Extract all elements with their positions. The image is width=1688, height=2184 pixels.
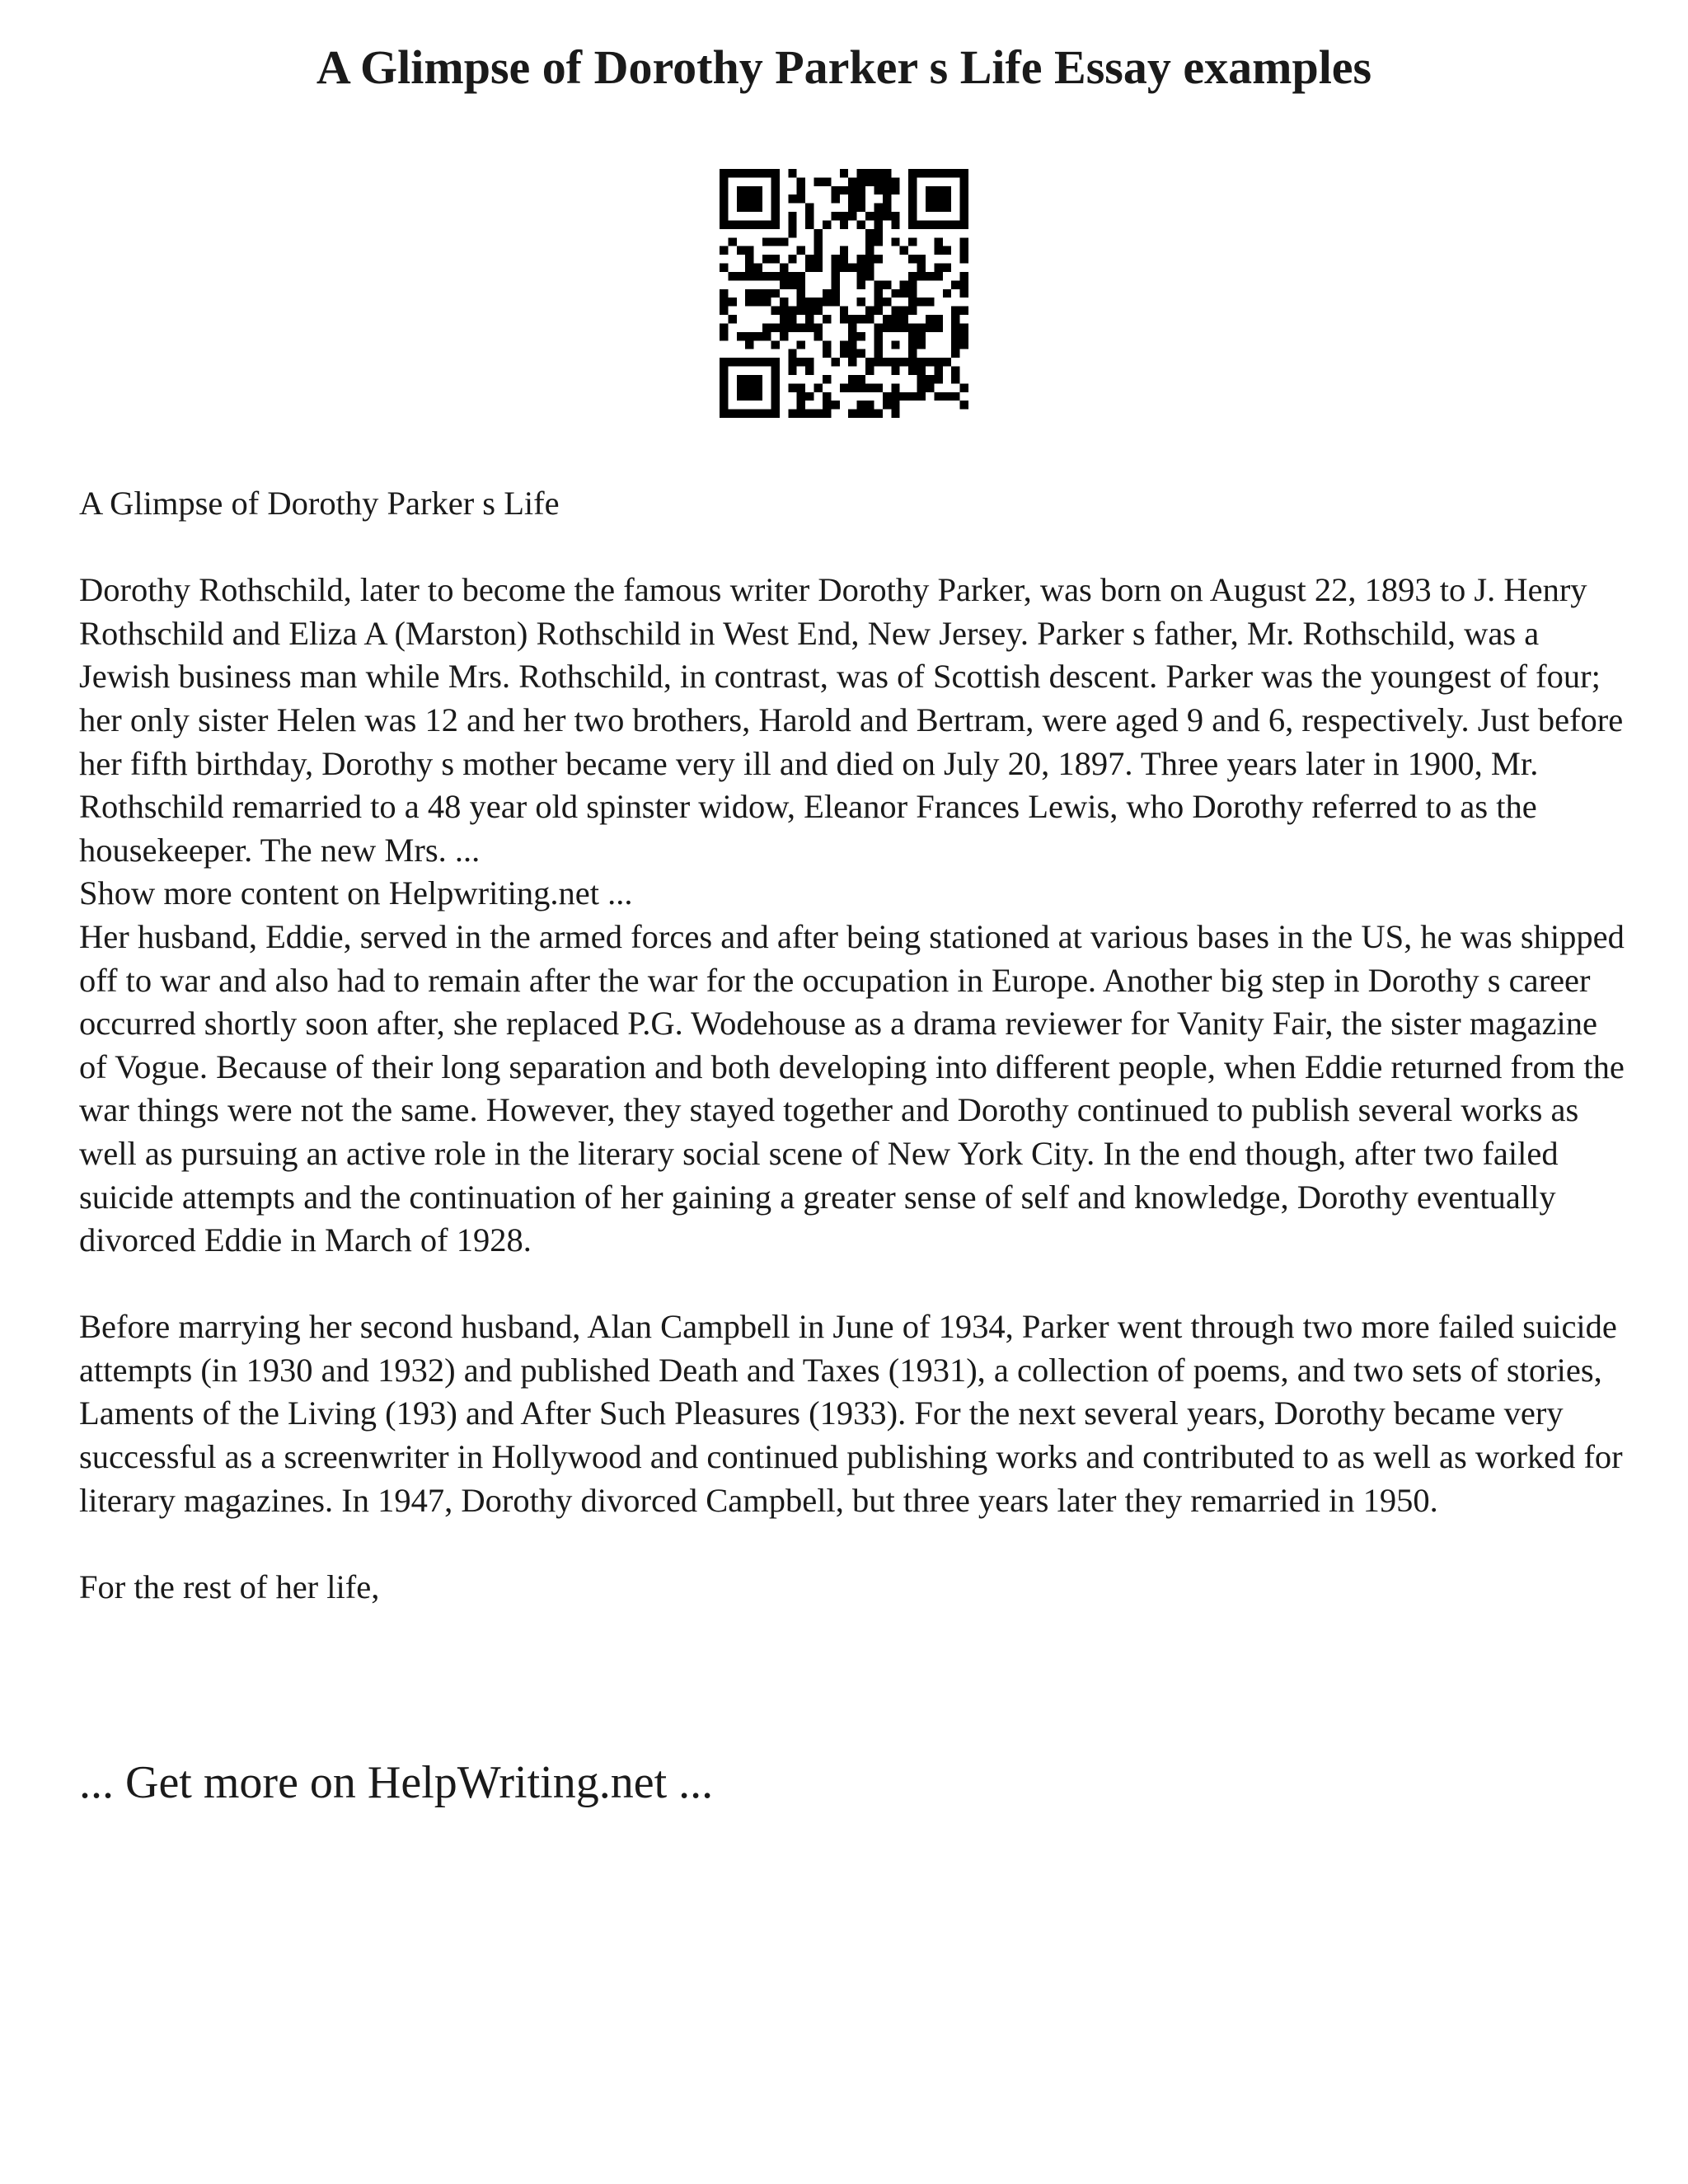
- paragraph-gap: [79, 1263, 1629, 1306]
- essay-paragraph: Her husband, Eddie, served in the armed forces and after being stationed at various bases in the US, he was shipped off to war and also had to remain after the war for the occupation in Europe. Another big step in Dorothy s career occurred shortly soon after, she replaced P.G. Wodehouse as a drama reviewer for Vanity Fair, the sister magazine of Vogue. Because of their long separation and both developing into different people, when Eddie returned from the war things were not the same. However, they stayed together and Dorothy continued to publish several works as well as pursuing an active role in the literary social scene of New York City. In the end though, after two failed suicide attempts and the continuation of her gaining a greater sense of self and knowledge, Dorothy eventually divorced Eddie in March of 1928.: [79, 917, 1625, 1259]
- essay-body: [79, 482, 1629, 1609]
- get-more-link[interactable]: ... Get more on HelpWriting.net ...: [79, 1757, 714, 1808]
- show-more-link[interactable]: Show more content on Helpwriting.net ...: [79, 874, 633, 912]
- essay-paragraph: Dorothy Rothschild, later to become the famous writer Dorothy Parker, was born on August 22, 1893 to J. Henry Rothschild and Eliza A (Marston) Rothschild in West End, New Jersey. Parker s father, Mr. Rothschild, was a Jewish business man while Mrs. Rothschild, in contrast, was of Scottish descent. Parker was the youngest of four; her only sister Helen was 12 and her two brothers, Harold and Bertram, were aged 9 and 6, respectively. Just before her fifth birthday, Dorothy s mother became very ill and died on July 20, 1897. Three years later in 1900, Mr. Rothschild remarried to a 48 year old spinster widow, Eleanor Frances Lewis, who Dorothy referred to as the housekeeper. The new Mrs. ...: [79, 571, 1624, 869]
- paragraph-gap: [79, 526, 1629, 569]
- essay-paragraph: For the rest of her life,: [79, 1568, 380, 1605]
- paragraph-gap: [79, 1522, 1629, 1566]
- essay-subtitle: A Glimpse of Dorothy Parker s Life: [79, 485, 560, 522]
- document-title: A Glimpse of Dorothy Parker s Life Essay examples: [316, 40, 1372, 94]
- qr-code-icon: [720, 169, 968, 418]
- essay-paragraph: Before marrying her second husband, Alan Campbell in June of 1934, Parker went through two more failed suicide attempts (in 1930 and 1932) and published Death and Taxes (1931), a collection of poems, and two sets of stories, Laments of the Living (193) and After Such Pleasures (1933). For the next several years, Dorothy became very successful as a screenwriter in Hollywood and continued publishing works and contributed to as well as worked for literary magazines. In 1947, Dorothy divorced Campbell, but three years later they remarried in 1950.: [79, 1308, 1623, 1519]
